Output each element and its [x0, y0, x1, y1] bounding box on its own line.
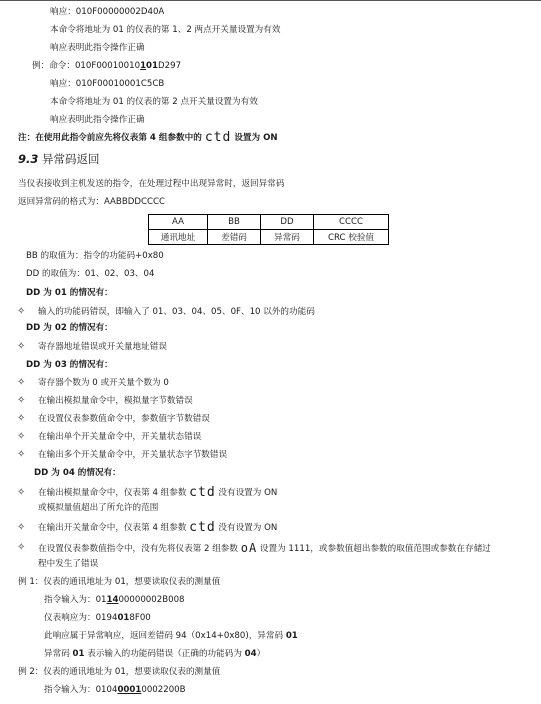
response-line-1: 响应：010F00000002D40A — [50, 7, 165, 17]
case-heading-03: DD 为 03 的情况有： — [26, 360, 113, 370]
list-item-continuation: 程中发生了错误 — [38, 559, 99, 569]
response-line-2: 响应：010F00010001C5CB — [50, 79, 165, 89]
dd-value-line: DD 的取值为：01、02、03、04 — [26, 269, 155, 279]
diamond-bullet-icon: ✧ — [17, 341, 26, 352]
case-heading-01: DD 为 01 的情况有： — [26, 288, 113, 298]
ok-line-1: 响应表明此指令操作正确 — [50, 43, 145, 53]
example-command-line: 例：命令：010F00010010101D297 — [32, 61, 182, 71]
example-1-note-1: 此响应属于异常响应，返回差错码 94（0x14+0x80)，异常码 01 — [44, 631, 298, 641]
diamond-bullet-icon: ✧ — [17, 431, 26, 442]
example-1-note-2: 异常码 01 表示输入的功能码错误（正确的功能码为 04） — [44, 649, 266, 659]
format-line: 返回异常码的格式为：AABBDDCCCC — [18, 197, 165, 207]
list-item: 在输出多个开关量命令中，开关量状态字节数错误 — [38, 450, 228, 460]
example-2-command: 指令输入为：010400010002200B — [44, 685, 186, 695]
diamond-bullet-icon: ✧ — [17, 449, 26, 460]
diamond-bullet-icon: ✧ — [17, 413, 26, 424]
section-heading: 9.3 异常码返回 — [18, 152, 100, 166]
list-item: 寄存器个数为 0 或开关量个数为 0 — [38, 378, 169, 388]
diamond-bullet-icon: ✧ — [17, 306, 26, 317]
bb-value-line: BB 的取值为：指令的功能码+0x80 — [26, 251, 164, 261]
diamond-bullet-icon: ✧ — [17, 522, 26, 533]
diamond-bullet-icon: ✧ — [17, 542, 26, 553]
list-item: 在设置仪表参数值命令中，参数值字节数错误 — [38, 414, 210, 424]
seven-segment-oa: oA — [240, 541, 258, 555]
table-cell: 异常码 — [261, 230, 314, 245]
list-item: 在输出模拟量命令中，仪表第 4 组参数 ctd 没有设置为 ON — [38, 485, 278, 500]
example-2-heading: 例 2：仪表的通讯地址为 01，想要读取仪表的测量值 — [18, 667, 221, 677]
seven-segment-ctd: ctd — [204, 130, 232, 145]
diamond-bullet-icon: ✧ — [17, 377, 26, 388]
diamond-bullet-icon: ✧ — [17, 487, 26, 498]
exception-format-table — [148, 214, 389, 245]
seven-segment-ctd: ctd — [189, 520, 216, 535]
ok-line-2: 响应表明此指令操作正确 — [50, 115, 145, 125]
list-item: 在输出开关量命令中，仪表第 4 组参数 ctd 没有设置为 ON — [38, 520, 278, 535]
table-cell: CRC 校验值 — [314, 230, 389, 245]
section-intro: 当仪表接收到主机发送的指令，在处理过程中出现异常时，返回异常码 — [18, 179, 285, 189]
list-item-continuation: 或模拟量值超出了所允许的范围 — [38, 503, 159, 513]
list-item: 在输出单个开关量命令中，开关量状态错误 — [38, 432, 202, 442]
description-line-1: 本命令将地址为 01 的仪表的第 1、2 两点开关量设置为有效 — [50, 25, 281, 35]
diamond-bullet-icon: ✧ — [17, 395, 26, 406]
table-cell: DD — [261, 215, 314, 230]
example-1-response: 仪表响应为：0194018F00 — [44, 613, 151, 623]
description-line-2: 本命令将地址为 01 的仪表的第 2 点开关量设置为有效 — [50, 97, 258, 107]
table-cell: AA — [149, 215, 208, 230]
list-item: 在输出模拟量命令中，模拟量字节数错误 — [38, 396, 193, 406]
case-heading-02: DD 为 02 的情况有： — [26, 323, 113, 333]
list-item: 寄存器地址错误或开关量地址错误 — [38, 342, 167, 352]
list-item: 输入的功能码错误，即输入了 01、03、04、05、0F、10 以外的功能码 — [38, 307, 315, 317]
table-cell: BB — [208, 215, 261, 230]
seven-segment-ctd: ctd — [189, 485, 216, 500]
top-rule — [0, 0, 541, 1]
table-row — [149, 230, 389, 245]
table-cell: 差错码 — [208, 230, 261, 245]
example-1-command: 指令输入为：011400000002B008 — [44, 595, 185, 605]
list-item: 在设置仪表参数值指令中，没有先将仪表第 2 组参数 oA 设置为 1111，或参数值超出参数的取值范围或参数在存储过 — [38, 541, 491, 555]
case-heading-04: DD 为 04 的情况有： — [34, 468, 121, 478]
note-line: 注：在使用此指令前应先将仪表第 4 组参数中的 ctd 设置为 ON — [18, 130, 278, 145]
table-cell: CCCC — [314, 215, 389, 230]
table-cell: 通讯地址 — [149, 230, 208, 245]
table-header-row — [149, 215, 389, 230]
example-1-heading: 例 1：仪表的通讯地址为 01，想要读取仪表的测量值 — [18, 577, 221, 587]
